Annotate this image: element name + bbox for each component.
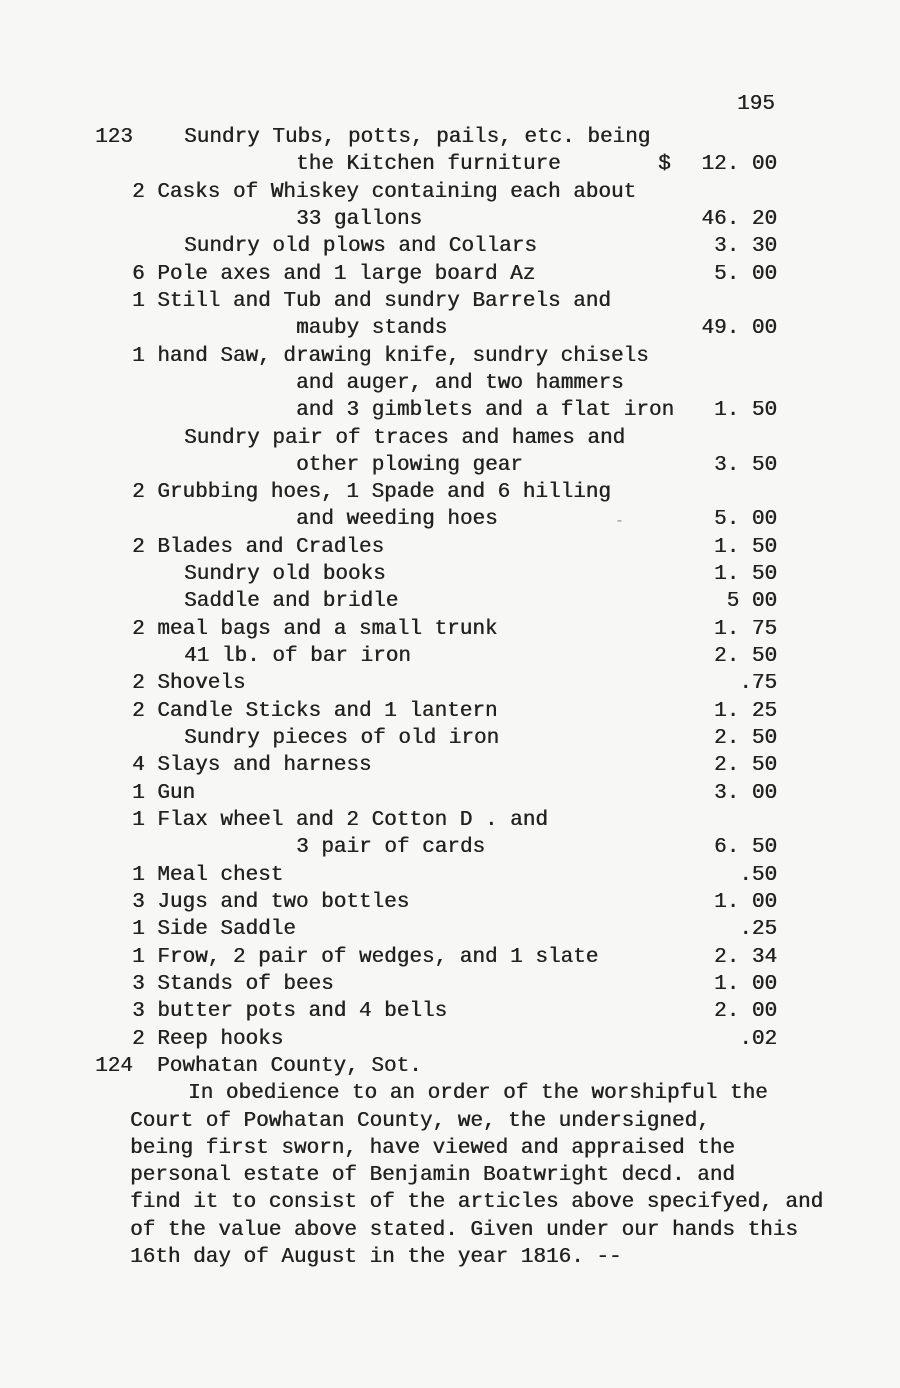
line-text: 2 Reep hooks — [132, 1027, 284, 1051]
amount-value: 2. 50 — [713, 645, 777, 669]
inventory-line — [0, 944, 900, 972]
amount-value: 3. 00 — [713, 781, 777, 805]
line-text: and weeding hoes — [296, 508, 498, 532]
line-text: 1 Gun — [132, 781, 196, 805]
amount-value: 1. 50 — [713, 399, 777, 423]
inventory-line — [0, 151, 900, 179]
currency-symbol: $ — [658, 153, 671, 177]
line-text: 2 Grubbing hoes, 1 Spade and 6 hilling — [132, 481, 611, 505]
inventory-line — [0, 807, 900, 835]
inventory-line — [0, 1026, 900, 1054]
amount-value: 2. 50 — [713, 754, 777, 778]
inventory-line — [0, 425, 900, 453]
line-text: and 3 gimblets and a flat iron — [296, 399, 675, 423]
line-text: 3 Jugs and two bottles — [132, 890, 410, 914]
line-text: personal estate of Benjamin Boatwright decd. and — [130, 1164, 735, 1188]
amount-value: 1. 00 — [713, 972, 777, 996]
line-text: and auger, and two hammers — [296, 371, 624, 395]
amount-value: 1. 50 — [713, 535, 777, 559]
line-text: 2 Candle Sticks and 1 lantern — [132, 699, 498, 723]
inventory-line — [0, 670, 900, 698]
line-text: 3 butter pots and 4 bells — [132, 1000, 448, 1024]
paragraph-line — [0, 1217, 900, 1245]
paragraph-line — [0, 1244, 900, 1272]
amount-value: 1. 75 — [713, 617, 777, 641]
line-text: 2 Shovels — [132, 672, 246, 696]
inventory-line — [0, 862, 900, 890]
line-text: 1 Meal chest — [132, 863, 284, 887]
inventory-line — [0, 179, 900, 207]
inventory-line — [0, 343, 900, 371]
line-text: 4 Slays and harness — [132, 754, 372, 778]
paragraph-line — [0, 1162, 900, 1190]
line-text: Sundry old books — [184, 563, 386, 587]
line-text: 1 Frow, 2 pair of wedges, and 1 slate — [132, 945, 599, 969]
entry-line — [0, 1053, 900, 1081]
entry-line — [0, 124, 900, 152]
line-text: In obedience to an order of the worshipful the — [188, 1082, 768, 1106]
line-text: Sundry old plows and Collars — [184, 235, 537, 259]
inventory-line — [0, 452, 900, 480]
inventory-line — [0, 698, 900, 726]
inventory-line — [0, 288, 900, 316]
amount-value: 6. 50 — [713, 836, 777, 860]
line-text: 2 meal bags and a small trunk — [132, 617, 498, 641]
line-text: 3 Stands of bees — [132, 972, 334, 996]
line-text: Court of Powhatan County, we, the undersigned, — [130, 1109, 710, 1133]
line-text: other plowing gear — [296, 453, 523, 477]
amount-value: 3. 30 — [713, 235, 777, 259]
inventory-line — [0, 752, 900, 780]
inventory-line — [0, 588, 900, 616]
inventory-line — [0, 889, 900, 917]
amount-value: 1. 00 — [713, 890, 777, 914]
inventory-line — [0, 834, 900, 862]
line-text: mauby stands — [296, 317, 448, 341]
line-text: 6 Pole axes and 1 large board Az — [132, 262, 536, 286]
paragraph-line — [0, 1189, 900, 1217]
stray-mark: - — [615, 513, 625, 531]
line-text: 1 Side Saddle — [132, 918, 296, 942]
line-text: 1 Still and Tub and sundry Barrels and — [132, 289, 611, 313]
inventory-line — [0, 998, 900, 1026]
amount-value: 3. 50 — [713, 453, 777, 477]
amount-value: 5. 00 — [713, 508, 777, 532]
line-text: Powhatan County, Sot. — [157, 1054, 422, 1078]
amount-value: 2. 50 — [713, 727, 777, 751]
amount-value: 12. 00 — [701, 153, 777, 177]
line-text: 33 gallons — [296, 207, 423, 231]
line-text: 2 Blades and Cradles — [132, 535, 385, 559]
line-text: the Kitchen furniture — [296, 153, 561, 177]
line-text: Sundry pieces of old iron — [184, 727, 500, 751]
inventory-line — [0, 643, 900, 671]
inventory-line — [0, 916, 900, 944]
line-text: of the value above stated. Given under our hands this — [130, 1218, 798, 1242]
amount-value: 46. 20 — [701, 207, 777, 231]
line-text: Sundry pair of traces and hames and — [184, 426, 626, 450]
amount-value: 5. 00 — [713, 262, 777, 286]
amount-value: 1. 25 — [713, 699, 777, 723]
inventory-line — [0, 370, 900, 398]
entry-number: 124 — [95, 1054, 133, 1078]
amount-value: .75 — [739, 672, 777, 696]
inventory-line — [0, 534, 900, 562]
amount-value: 2. 34 — [713, 945, 777, 969]
inventory-line — [0, 206, 900, 234]
inventory-line — [0, 479, 900, 507]
line-text: being first sworn, have viewed and appraised the — [130, 1136, 735, 1160]
line-text: 1 hand Saw, drawing knife, sundry chisels — [132, 344, 649, 368]
inventory-line — [0, 315, 900, 343]
amount-value: .25 — [739, 918, 777, 942]
paragraph-line — [0, 1108, 900, 1136]
paragraph-line — [0, 1080, 900, 1108]
inventory-line — [0, 971, 900, 999]
amount-value: .50 — [739, 863, 777, 887]
amount-value: 49. 00 — [701, 317, 777, 341]
page-number: 195 — [737, 93, 775, 116]
amount-value: 2. 00 — [713, 1000, 777, 1024]
inventory-line — [0, 725, 900, 753]
line-text: Saddle and bridle — [184, 590, 399, 614]
inventory-line — [0, 616, 900, 644]
paragraph-line — [0, 1135, 900, 1163]
line-text: 3 pair of cards — [296, 836, 486, 860]
line-text: 41 lb. of bar iron — [184, 645, 411, 669]
amount-value: 1. 50 — [713, 563, 777, 587]
amount-value: 5 00 — [726, 590, 777, 614]
line-text: 1 Flax wheel and 2 Cotton D . and — [132, 809, 548, 832]
line-text: 16th day of August in the year 1816. -- — [130, 1246, 622, 1270]
line-text: 2 Casks of Whiskey containing each about — [132, 180, 637, 204]
inventory-line — [0, 506, 900, 534]
line-text: Sundry Tubs, potts, pails, etc. being — [184, 126, 651, 149]
line-text: find it to consist of the articles above specifyed, and — [130, 1191, 824, 1215]
inventory-line — [0, 561, 900, 589]
inventory-line — [0, 780, 900, 808]
inventory-line — [0, 233, 900, 261]
inventory-line — [0, 261, 900, 289]
amount-value: .02 — [739, 1027, 777, 1051]
entry-number: 123 — [95, 126, 133, 149]
inventory-line — [0, 397, 900, 425]
